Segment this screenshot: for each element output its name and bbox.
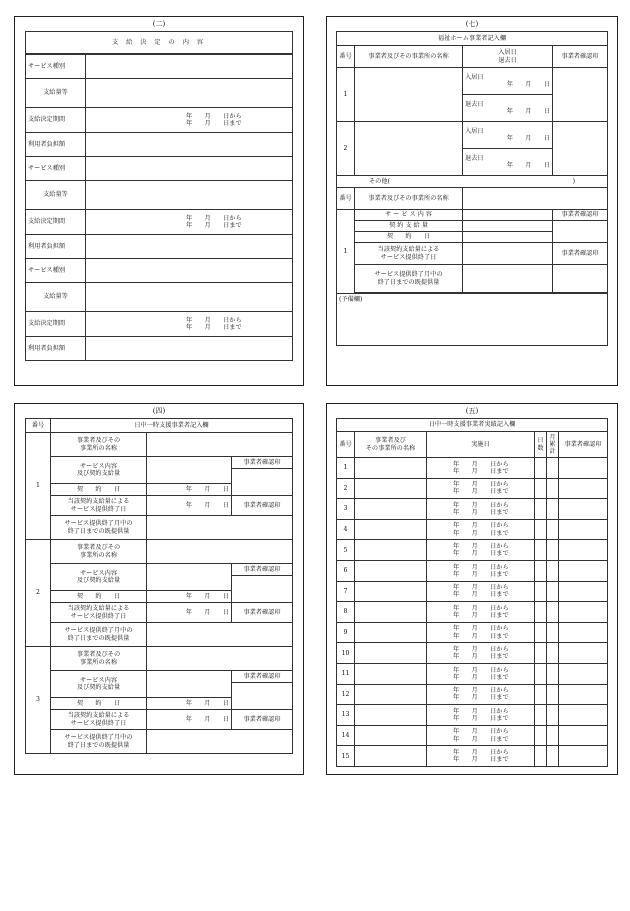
benefit-decision-body bbox=[25, 54, 293, 361]
name-cell[interactable] bbox=[355, 581, 427, 602]
date-from: 年 月 日から bbox=[453, 748, 509, 756]
name-label: 事業者及びその事業所の名称 bbox=[355, 188, 463, 210]
table-row bbox=[337, 746, 608, 767]
date-to: 年 月 日まで bbox=[453, 488, 509, 496]
table-row bbox=[337, 499, 608, 520]
days-cell[interactable] bbox=[535, 602, 547, 623]
row-no: 1 bbox=[337, 68, 355, 122]
name-cell[interactable] bbox=[355, 684, 427, 705]
amount-cell[interactable] bbox=[86, 181, 293, 210]
row-no: 2 bbox=[337, 122, 355, 176]
contract-date-cell[interactable]: 年 月 日 bbox=[147, 484, 232, 496]
move-in-cell[interactable] bbox=[463, 122, 553, 149]
panel-title: (二) bbox=[152, 20, 166, 28]
date-from: 年 月 日から bbox=[453, 646, 509, 654]
row-no: 9 bbox=[337, 622, 355, 643]
end-cell[interactable]: 年 月 日 bbox=[147, 603, 232, 623]
date-cell[interactable] bbox=[427, 725, 535, 746]
entry-no: 1 bbox=[26, 433, 51, 540]
move-out-label: 退去日 bbox=[465, 100, 484, 108]
amount-cell[interactable] bbox=[86, 79, 293, 108]
confirm-cell[interactable] bbox=[232, 683, 293, 710]
date-cell[interactable] bbox=[427, 684, 535, 705]
monthly-cell[interactable] bbox=[547, 540, 559, 561]
period-label: 支給決定期間 bbox=[26, 312, 86, 337]
confirm-cell[interactable] bbox=[559, 519, 608, 540]
monthly-cell[interactable] bbox=[547, 478, 559, 499]
table-row bbox=[337, 622, 608, 643]
table-heading: 福祉ホーム事業者記入欄 bbox=[337, 32, 608, 46]
period-from: 年 月 日から bbox=[186, 112, 242, 120]
service-cell[interactable] bbox=[463, 210, 553, 221]
days-cell[interactable] bbox=[535, 643, 547, 664]
name-cell[interactable] bbox=[355, 540, 427, 561]
confirm-label: 事業者確認印 bbox=[232, 564, 293, 576]
contract-date-label: 契 約 日 bbox=[51, 698, 147, 710]
table-row bbox=[337, 602, 608, 623]
name-cell[interactable] bbox=[355, 519, 427, 540]
monthly-cell[interactable] bbox=[547, 602, 559, 623]
confirm-label: 事業者確認印 bbox=[232, 603, 293, 623]
welfare-home-table bbox=[336, 31, 608, 188]
confirm-cell[interactable] bbox=[559, 478, 608, 499]
contract-date-label: 契 約 日 bbox=[51, 484, 147, 496]
date-to: 年 月 日まで bbox=[453, 632, 509, 640]
confirm-cell[interactable] bbox=[559, 581, 608, 602]
confirm-label: 事業者確認印 bbox=[232, 496, 293, 516]
confirm-cell[interactable] bbox=[559, 458, 608, 479]
move-out-date: 年 月 日 bbox=[506, 108, 550, 115]
period-to: 年 月 日まで bbox=[186, 120, 242, 127]
other-label: その他( bbox=[369, 177, 390, 185]
confirm-cell[interactable] bbox=[232, 469, 293, 496]
col-monthly: 月累計 bbox=[547, 432, 559, 458]
service-cell[interactable] bbox=[147, 564, 232, 591]
service-type-label: サービス種別 bbox=[26, 157, 86, 181]
panel-title: (五) bbox=[465, 407, 479, 415]
end-label: 当該契約支給量による サービス提供終了日 bbox=[51, 496, 147, 516]
days-cell[interactable] bbox=[535, 519, 547, 540]
monthly-cell[interactable] bbox=[547, 519, 559, 540]
table-row bbox=[337, 458, 608, 479]
amount-label: 支給量等 bbox=[26, 181, 86, 210]
end-cell[interactable] bbox=[463, 243, 553, 265]
move-in-label: 入居日 bbox=[465, 127, 484, 135]
burden-cell[interactable] bbox=[86, 133, 293, 157]
burden-cell[interactable] bbox=[86, 235, 293, 259]
panel-title: (四) bbox=[152, 407, 166, 415]
end-label: 当該契約支給量による サービス提供終了日 bbox=[355, 243, 463, 265]
end-cell[interactable]: 年 月 日 bbox=[147, 496, 232, 516]
confirm-cell[interactable] bbox=[559, 602, 608, 623]
name-cell[interactable] bbox=[355, 602, 427, 623]
date-to: 年 月 日まで bbox=[453, 529, 509, 537]
amount-label: 支給量等 bbox=[26, 79, 86, 108]
row-no: 14 bbox=[337, 725, 355, 746]
confirm-cell[interactable] bbox=[559, 746, 608, 767]
date-to: 年 月 日まで bbox=[453, 673, 509, 681]
service-cell[interactable] bbox=[147, 671, 232, 698]
date-from: 年 月 日から bbox=[453, 728, 509, 736]
move-in-cell[interactable] bbox=[463, 68, 553, 95]
daytime-support-table bbox=[25, 418, 293, 754]
panel-title: (七) bbox=[465, 20, 479, 28]
name-cell[interactable] bbox=[355, 560, 427, 581]
table-row bbox=[337, 684, 608, 705]
burden-label: 利用者負担額 bbox=[26, 235, 86, 259]
row-no: 2 bbox=[337, 478, 355, 499]
move-in-date: 年 月 日 bbox=[506, 81, 550, 88]
confirm-cell[interactable] bbox=[553, 68, 608, 122]
date-cell[interactable] bbox=[427, 581, 535, 602]
service-label: サービス内容 及び契約支給量 bbox=[51, 564, 147, 591]
amount-label: 契 約 支 給 量 bbox=[355, 221, 463, 232]
name-cell[interactable] bbox=[355, 725, 427, 746]
days-cell[interactable] bbox=[535, 560, 547, 581]
col-days: 日数 bbox=[535, 432, 547, 458]
date-to: 年 月 日まで bbox=[453, 611, 509, 619]
confirm-cell[interactable] bbox=[559, 499, 608, 520]
col-inout: 入居日 退去日 bbox=[463, 46, 553, 68]
col-no: 番号 bbox=[26, 419, 51, 433]
days-cell[interactable] bbox=[535, 622, 547, 643]
name-label: 事業者及びその 事業所の名称 bbox=[51, 647, 147, 671]
benefit-decision-table bbox=[25, 31, 293, 54]
days-cell[interactable] bbox=[535, 705, 547, 726]
burden-label: 利用者負担額 bbox=[26, 337, 86, 361]
name-cell[interactable] bbox=[355, 663, 427, 684]
name-cell[interactable] bbox=[355, 622, 427, 643]
monthly-cell[interactable] bbox=[547, 622, 559, 643]
confirm-cell[interactable] bbox=[553, 122, 608, 176]
col-date: 実施日 bbox=[427, 432, 535, 458]
date-cell[interactable] bbox=[427, 622, 535, 643]
date-to: 年 月 日まで bbox=[453, 570, 509, 578]
days-cell[interactable] bbox=[535, 663, 547, 684]
name-cell[interactable] bbox=[355, 478, 427, 499]
used-label: サービス提供終了月中の 終了日までの既提供量 bbox=[51, 623, 147, 647]
period-from: 年 月 日から bbox=[186, 214, 242, 222]
confirm-cell[interactable] bbox=[559, 560, 608, 581]
date-from: 年 月 日から bbox=[453, 481, 509, 489]
row-no: 1 bbox=[337, 210, 355, 294]
row-no: 11 bbox=[337, 663, 355, 684]
name-cell[interactable] bbox=[463, 188, 608, 210]
service-type-cell[interactable] bbox=[86, 259, 293, 283]
name-cell[interactable] bbox=[355, 643, 427, 664]
name-cell[interactable] bbox=[355, 68, 463, 122]
service-cell[interactable] bbox=[147, 457, 232, 484]
used-cell[interactable] bbox=[463, 265, 553, 293]
days-cell[interactable] bbox=[535, 499, 547, 520]
table-heading: 日中一時支援事業者記入欄 bbox=[51, 419, 293, 433]
move-out-cell[interactable] bbox=[463, 95, 553, 122]
other-close: ) bbox=[572, 177, 575, 185]
table-row bbox=[337, 560, 608, 581]
used-cell[interactable] bbox=[147, 730, 293, 754]
date-to: 年 月 日まで bbox=[453, 714, 509, 722]
date-from: 年 月 日から bbox=[453, 501, 509, 509]
date-cell[interactable] bbox=[427, 519, 535, 540]
period-label: 支給決定期間 bbox=[26, 210, 86, 235]
amount-label: 支給量等 bbox=[26, 283, 86, 312]
table-row bbox=[337, 705, 608, 726]
monthly-cell[interactable] bbox=[547, 725, 559, 746]
row-no: 1 bbox=[337, 458, 355, 479]
days-cell[interactable] bbox=[535, 746, 547, 767]
move-out-label: 退去日 bbox=[465, 154, 484, 162]
confirm-cell[interactable] bbox=[232, 576, 293, 603]
confirm-cell[interactable] bbox=[559, 725, 608, 746]
table-row bbox=[337, 540, 608, 561]
date-from: 年 月 日から bbox=[453, 522, 509, 530]
move-out-cell[interactable] bbox=[463, 149, 553, 176]
period-label: 支給決定期間 bbox=[26, 108, 86, 133]
confirm-cell[interactable] bbox=[559, 663, 608, 684]
confirm-cell[interactable] bbox=[559, 622, 608, 643]
monthly-cell[interactable] bbox=[547, 458, 559, 479]
other-row[interactable] bbox=[337, 176, 608, 188]
contract-date-cell[interactable] bbox=[463, 232, 553, 243]
name-cell[interactable] bbox=[355, 122, 463, 176]
date-to: 年 月 日まで bbox=[453, 508, 509, 516]
name-label: 事業者及びその 事業所の名称 bbox=[51, 433, 147, 457]
date-to: 年 月 日まで bbox=[453, 467, 509, 475]
date-to: 年 月 日まで bbox=[453, 735, 509, 743]
date-from: 年 月 日から bbox=[453, 543, 509, 551]
confirm-label: 事業者確認印 bbox=[232, 671, 293, 683]
date-to: 年 月 日まで bbox=[453, 591, 509, 599]
col-no: 番号 bbox=[337, 432, 355, 458]
contract-date-label: 契 約 日 bbox=[355, 232, 463, 243]
confirm-cell[interactable] bbox=[559, 705, 608, 726]
contract-date-cell[interactable]: 年 月 日 bbox=[147, 591, 232, 603]
col-no: 番号 bbox=[337, 188, 355, 210]
date-cell[interactable] bbox=[427, 540, 535, 561]
confirm-label: 事業者確認印 bbox=[553, 243, 608, 265]
period-to: 年 月 日まで bbox=[186, 222, 242, 229]
end-label: 当該契約支給量による サービス提供終了日 bbox=[51, 603, 147, 623]
table-row bbox=[337, 663, 608, 684]
panel-benefit-decision bbox=[14, 16, 304, 386]
service-type-cell[interactable] bbox=[86, 157, 293, 181]
used-cell[interactable] bbox=[147, 516, 293, 540]
service-label: サービス内容 及び契約支給量 bbox=[51, 671, 147, 698]
amount-cell[interactable] bbox=[86, 283, 293, 312]
date-cell[interactable] bbox=[427, 705, 535, 726]
used-cell[interactable] bbox=[147, 623, 293, 647]
row-no: 4 bbox=[337, 519, 355, 540]
service-label: サービス内容 及び契約支給量 bbox=[51, 457, 147, 484]
panel-daytime-support bbox=[14, 403, 304, 775]
move-in-label: 入居日 bbox=[465, 73, 484, 81]
col-confirm: 事業者確認印 bbox=[559, 432, 608, 458]
period-to: 年 月 日まで bbox=[186, 324, 242, 331]
days-cell[interactable] bbox=[535, 581, 547, 602]
row-no: 7 bbox=[337, 581, 355, 602]
date-cell[interactable] bbox=[427, 458, 535, 479]
col-no: 番号 bbox=[337, 46, 355, 68]
confirm-cell[interactable] bbox=[559, 540, 608, 561]
used-label: サービス提供終了月中の 終了日までの既提供量 bbox=[355, 265, 463, 293]
confirm-cell[interactable] bbox=[559, 643, 608, 664]
notes-cell[interactable] bbox=[337, 294, 608, 346]
days-cell[interactable] bbox=[535, 478, 547, 499]
used-label: サービス提供終了月中の 終了日までの既提供量 bbox=[51, 730, 147, 754]
burden-cell[interactable] bbox=[86, 337, 293, 361]
end-cell[interactable]: 年 月 日 bbox=[147, 710, 232, 730]
confirm-cell[interactable] bbox=[559, 684, 608, 705]
date-cell[interactable] bbox=[427, 499, 535, 520]
name-cell[interactable] bbox=[147, 647, 293, 671]
date-from: 年 月 日から bbox=[453, 460, 509, 468]
name-cell[interactable] bbox=[355, 746, 427, 767]
date-cell[interactable] bbox=[427, 746, 535, 767]
name-cell[interactable] bbox=[355, 458, 427, 479]
date-from: 年 月 日から bbox=[453, 666, 509, 674]
days-cell[interactable] bbox=[535, 458, 547, 479]
date-from: 年 月 日から bbox=[453, 563, 509, 571]
row-no: 12 bbox=[337, 684, 355, 705]
used-label: サービス提供終了月中の 終了日までの既提供量 bbox=[51, 516, 147, 540]
panel-daytime-results bbox=[326, 403, 618, 775]
days-cell[interactable] bbox=[535, 540, 547, 561]
period-from: 年 月 日から bbox=[186, 316, 242, 324]
name-cell[interactable] bbox=[147, 433, 293, 457]
table-heading: 支 給 決 定 の 内 容 bbox=[26, 32, 293, 54]
daytime-results-table bbox=[336, 418, 608, 767]
date-cell[interactable] bbox=[427, 643, 535, 664]
date-cell[interactable] bbox=[427, 478, 535, 499]
service-label: サ ー ビ ス 内 容 bbox=[355, 210, 463, 221]
row-no: 5 bbox=[337, 540, 355, 561]
col-name: 事業者及びその事業所の名称 bbox=[355, 46, 463, 68]
table-row bbox=[337, 643, 608, 664]
service-type-label: サービス種別 bbox=[26, 55, 86, 79]
monthly-cell[interactable] bbox=[547, 746, 559, 767]
name-label: 事業者及びその 事業所の名称 bbox=[51, 540, 147, 564]
service-type-label: サービス種別 bbox=[26, 259, 86, 283]
name-cell[interactable] bbox=[355, 705, 427, 726]
monthly-cell[interactable] bbox=[547, 705, 559, 726]
row-no: 15 bbox=[337, 746, 355, 767]
panel-welfare-home bbox=[326, 16, 618, 386]
entry-no: 3 bbox=[26, 647, 51, 754]
name-cell[interactable] bbox=[355, 499, 427, 520]
date-from: 年 月 日から bbox=[453, 707, 509, 715]
monthly-cell[interactable] bbox=[547, 581, 559, 602]
date-cell[interactable] bbox=[427, 602, 535, 623]
row-no: 10 bbox=[337, 643, 355, 664]
amount-cell[interactable] bbox=[463, 221, 553, 232]
monthly-cell[interactable] bbox=[547, 684, 559, 705]
col-confirm: 事業者確認印 bbox=[553, 46, 608, 68]
days-cell[interactable] bbox=[535, 725, 547, 746]
monthly-cell[interactable] bbox=[547, 643, 559, 664]
contract-date-cell[interactable]: 年 月 日 bbox=[147, 698, 232, 710]
date-from: 年 月 日から bbox=[453, 584, 509, 592]
date-to: 年 月 日まで bbox=[453, 756, 509, 764]
entry-no: 2 bbox=[26, 540, 51, 647]
date-from: 年 月 日から bbox=[453, 604, 509, 612]
period-cell[interactable] bbox=[86, 312, 293, 337]
date-cell[interactable] bbox=[427, 663, 535, 684]
monthly-cell[interactable] bbox=[547, 560, 559, 581]
end-label: 当該契約支給量による サービス提供終了日 bbox=[51, 710, 147, 730]
monthly-cell[interactable] bbox=[547, 663, 559, 684]
confirm-label: 事業者確認印 bbox=[553, 210, 608, 221]
table-row bbox=[337, 581, 608, 602]
date-to: 年 月 日まで bbox=[453, 550, 509, 558]
date-from: 年 月 日から bbox=[453, 625, 509, 633]
monthly-cell[interactable] bbox=[547, 499, 559, 520]
period-cell[interactable] bbox=[86, 108, 293, 133]
table-row bbox=[337, 519, 608, 540]
move-out-date: 年 月 日 bbox=[506, 162, 550, 169]
date-to: 年 月 日まで bbox=[453, 694, 509, 702]
col-name: 事業者及び その事業所の名称 bbox=[355, 432, 427, 458]
name-cell[interactable] bbox=[147, 540, 293, 564]
row-no: 13 bbox=[337, 705, 355, 726]
period-cell[interactable] bbox=[86, 210, 293, 235]
contract-date-label: 契 約 日 bbox=[51, 591, 147, 603]
date-cell[interactable] bbox=[427, 560, 535, 581]
row-no: 3 bbox=[337, 499, 355, 520]
move-in-date: 年 月 日 bbox=[506, 135, 550, 142]
confirm-cell[interactable] bbox=[553, 221, 608, 243]
burden-label: 利用者負担額 bbox=[26, 133, 86, 157]
date-to: 年 月 日まで bbox=[453, 653, 509, 661]
confirm-label: 事業者確認印 bbox=[232, 457, 293, 469]
service-type-cell[interactable] bbox=[86, 55, 293, 79]
row-no: 8 bbox=[337, 602, 355, 623]
date-from: 年 月 日から bbox=[453, 687, 509, 695]
days-cell[interactable] bbox=[535, 684, 547, 705]
notes-label: (予備欄) bbox=[339, 296, 363, 303]
table-row bbox=[337, 725, 608, 746]
welfare-home-other-table bbox=[336, 187, 608, 346]
confirm-label: 事業者確認印 bbox=[232, 710, 293, 730]
table-heading: 日中一時支援事業者実績記入欄 bbox=[337, 419, 608, 432]
confirm-cell[interactable] bbox=[553, 265, 608, 293]
table-row bbox=[337, 478, 608, 499]
row-no: 6 bbox=[337, 560, 355, 581]
